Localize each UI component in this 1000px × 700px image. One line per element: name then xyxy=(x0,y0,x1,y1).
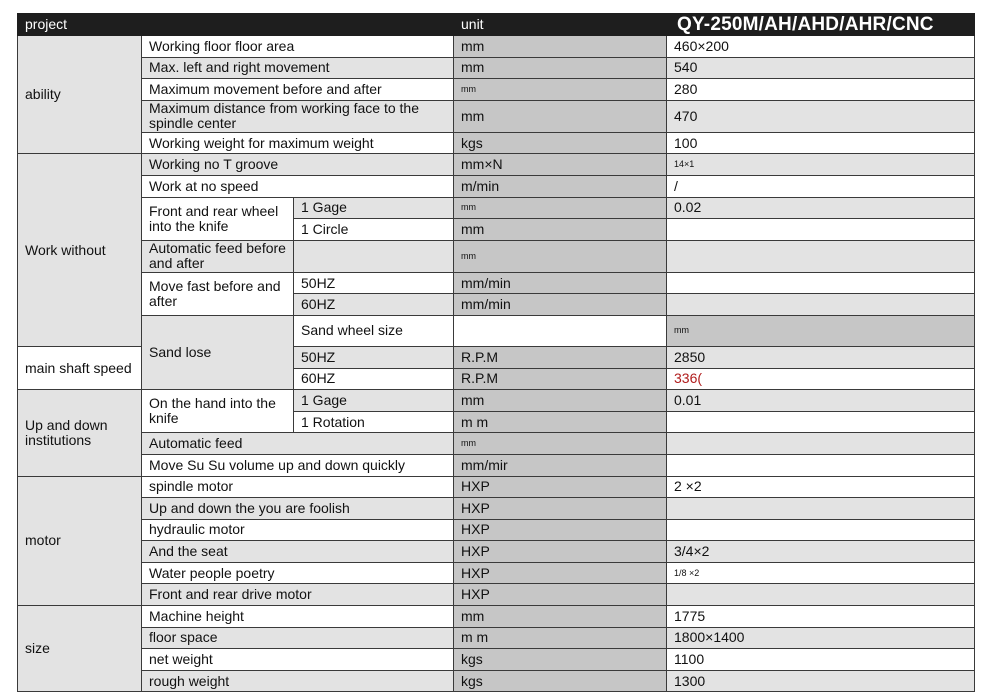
item-water: Water people poetry xyxy=(142,562,454,584)
item-spindle-dist: Maximum distance from working face to the spindle center xyxy=(142,100,454,132)
value-max-weight: 100 xyxy=(667,132,975,154)
item-seat: And the seat xyxy=(142,541,454,563)
value-spindle-dist: 470 xyxy=(667,100,975,132)
value-t-groove: 14×1 xyxy=(667,154,975,176)
unit-hand-knife-gage: mm xyxy=(454,390,667,412)
item-lr-move: Max. left and right movement xyxy=(142,57,454,79)
table-row xyxy=(18,584,975,606)
value-shaft-speed-50hz: 2850 xyxy=(667,346,975,368)
item-net-weight: net weight xyxy=(142,649,454,671)
sub-wheel-size xyxy=(454,315,667,346)
unit-seat: HXP xyxy=(454,541,667,563)
unit-up-down-motor: HXP xyxy=(454,498,667,520)
value-auto-feed xyxy=(667,433,975,455)
unit-shaft-speed-50hz: R.P.M xyxy=(454,346,667,368)
value-front-rear-gage: 0.02 xyxy=(667,197,975,219)
value-shaft-speed-60hz: 336( xyxy=(667,368,975,390)
item-floor-area: Working floor floor area xyxy=(142,36,454,58)
value-rough-weight: 1300 xyxy=(667,670,975,692)
unit-auto-feed-fb: mm xyxy=(454,240,667,272)
value-hand-knife-rotation xyxy=(667,411,975,433)
unit-height: mm xyxy=(454,606,667,628)
table-row xyxy=(18,649,975,671)
group-work-without: Work without xyxy=(18,154,142,347)
unit-shaft-speed-60hz: R.P.M xyxy=(454,368,667,390)
item-auto-feed: Automatic feed xyxy=(142,433,454,455)
table-row xyxy=(18,132,975,154)
unit-floor-space: m m xyxy=(454,627,667,649)
item-floor-space: floor space xyxy=(142,627,454,649)
unit-rough-weight: kgs xyxy=(454,670,667,692)
item-shaft-speed: main shaft speed xyxy=(18,346,142,389)
value-seat: 3/4×2 xyxy=(667,541,975,563)
item-fb-move: Maximum movement before and after xyxy=(142,79,454,101)
unit-floor-area: mm xyxy=(454,36,667,58)
table-row xyxy=(18,670,975,692)
value-fb-move: 280 xyxy=(667,79,975,101)
table-row xyxy=(18,100,975,132)
unit-lr-move: mm xyxy=(454,57,667,79)
table-row xyxy=(18,498,975,520)
group-ability: ability xyxy=(18,36,142,154)
item-move-fast: Move fast before and after xyxy=(142,272,294,315)
spec-table xyxy=(17,13,975,692)
value-up-down-motor xyxy=(667,498,975,520)
sub-front-rear-gage: 1 Gage xyxy=(294,197,454,219)
table-row xyxy=(18,197,975,219)
item-hand-knife: On the hand into the knife xyxy=(142,390,294,433)
unit-wheel-size: mm xyxy=(667,315,975,346)
value-hydraulic-motor xyxy=(667,519,975,541)
item-rough-weight: rough weight xyxy=(142,670,454,692)
table-row xyxy=(18,315,975,346)
unit-move-fast-60hz: mm/min xyxy=(454,294,667,316)
value-auto-feed-fb xyxy=(667,240,975,272)
table-row xyxy=(18,519,975,541)
unit-t-groove: mm×N xyxy=(454,154,667,176)
unit-auto-feed: mm xyxy=(454,433,667,455)
sub-move-fast-60hz: 60HZ xyxy=(294,294,454,316)
sub-hand-knife-gage: 1 Gage xyxy=(294,390,454,412)
sub-shaft-speed-60hz: 60HZ xyxy=(294,368,454,390)
header-unit: unit xyxy=(454,14,667,36)
unit-spindle-motor: HXP xyxy=(454,476,667,498)
value-hand-knife-gage: 0.01 xyxy=(667,390,975,412)
table-row xyxy=(18,476,975,498)
value-height: 1775 xyxy=(667,606,975,628)
item-auto-feed-fb: Automatic feed before and after xyxy=(142,240,294,272)
value-move-su xyxy=(667,454,975,476)
value-no-speed: / xyxy=(667,175,975,197)
value-water: 1/8 ×2 xyxy=(667,562,975,584)
unit-spindle-dist: mm xyxy=(454,100,667,132)
value-spindle-motor: 2 ×2 xyxy=(667,476,975,498)
table-row xyxy=(18,541,975,563)
sub-hand-knife-rotation: 1 Rotation xyxy=(294,411,454,433)
group-sand-lose: Sand lose xyxy=(142,315,294,389)
unit-net-weight: kgs xyxy=(454,649,667,671)
sub-move-fast-50hz: 50HZ xyxy=(294,272,454,294)
item-wheel-size: Sand wheel size xyxy=(294,315,454,346)
item-drive-motor: Front and rear drive motor xyxy=(142,584,454,606)
item-max-weight: Working weight for maximum weight xyxy=(142,132,454,154)
value-front-rear-circle xyxy=(667,219,975,241)
table-row xyxy=(18,175,975,197)
item-up-down-motor: Up and down the you are foolish xyxy=(142,498,454,520)
table-row xyxy=(18,240,975,272)
sub-shaft-speed-50hz: 50HZ xyxy=(294,346,454,368)
table-row xyxy=(18,627,975,649)
spec-table-container xyxy=(17,13,974,692)
table-row xyxy=(18,454,975,476)
value-net-weight: 1100 xyxy=(667,649,975,671)
unit-drive-motor: HXP xyxy=(454,584,667,606)
sub-front-rear-circle: 1 Circle xyxy=(294,219,454,241)
group-size: size xyxy=(18,606,142,692)
item-t-groove: Working no T groove xyxy=(142,154,454,176)
value-floor-area: 460×200 xyxy=(667,36,975,58)
value-move-fast-60hz xyxy=(667,294,975,316)
table-row xyxy=(18,606,975,628)
group-up-down: Up and down institutions xyxy=(18,390,142,476)
value-drive-motor xyxy=(667,584,975,606)
table-row xyxy=(18,57,975,79)
unit-move-su: mm/mir xyxy=(454,454,667,476)
header-project: project xyxy=(18,14,142,36)
unit-move-fast-50hz: mm/min xyxy=(454,272,667,294)
unit-front-rear-circle: mm xyxy=(454,219,667,241)
item-move-su: Move Su Su volume up and down quickly xyxy=(142,454,454,476)
unit-no-speed: m/min xyxy=(454,175,667,197)
value-move-fast-50hz xyxy=(667,272,975,294)
table-row xyxy=(18,390,975,412)
table-row xyxy=(18,272,975,294)
unit-hydraulic-motor: HXP xyxy=(454,519,667,541)
value-lr-move: 540 xyxy=(667,57,975,79)
sub-auto-feed-fb xyxy=(294,240,454,272)
item-spindle-motor: spindle motor xyxy=(142,476,454,498)
unit-hand-knife-rotation: m m xyxy=(454,411,667,433)
header-model: QY-250M/AH/AHD/AHR/CNC xyxy=(667,14,975,36)
header-item xyxy=(142,14,454,36)
item-front-rear-knife: Front and rear wheel into the knife xyxy=(142,197,294,240)
value-floor-space: 1800×1400 xyxy=(667,627,975,649)
table-row xyxy=(18,154,975,176)
unit-water: HXP xyxy=(454,562,667,584)
group-motor: motor xyxy=(18,476,142,606)
unit-fb-move: mm xyxy=(454,79,667,101)
table-row xyxy=(18,36,975,58)
item-hydraulic-motor: hydraulic motor xyxy=(142,519,454,541)
item-height: Machine height xyxy=(142,606,454,628)
header-row xyxy=(18,14,975,36)
unit-max-weight: kgs xyxy=(454,132,667,154)
table-row xyxy=(18,79,975,101)
table-row xyxy=(18,562,975,584)
unit-front-rear-gage: mm xyxy=(454,197,667,219)
table-row xyxy=(18,433,975,455)
item-no-speed: Work at no speed xyxy=(142,175,454,197)
